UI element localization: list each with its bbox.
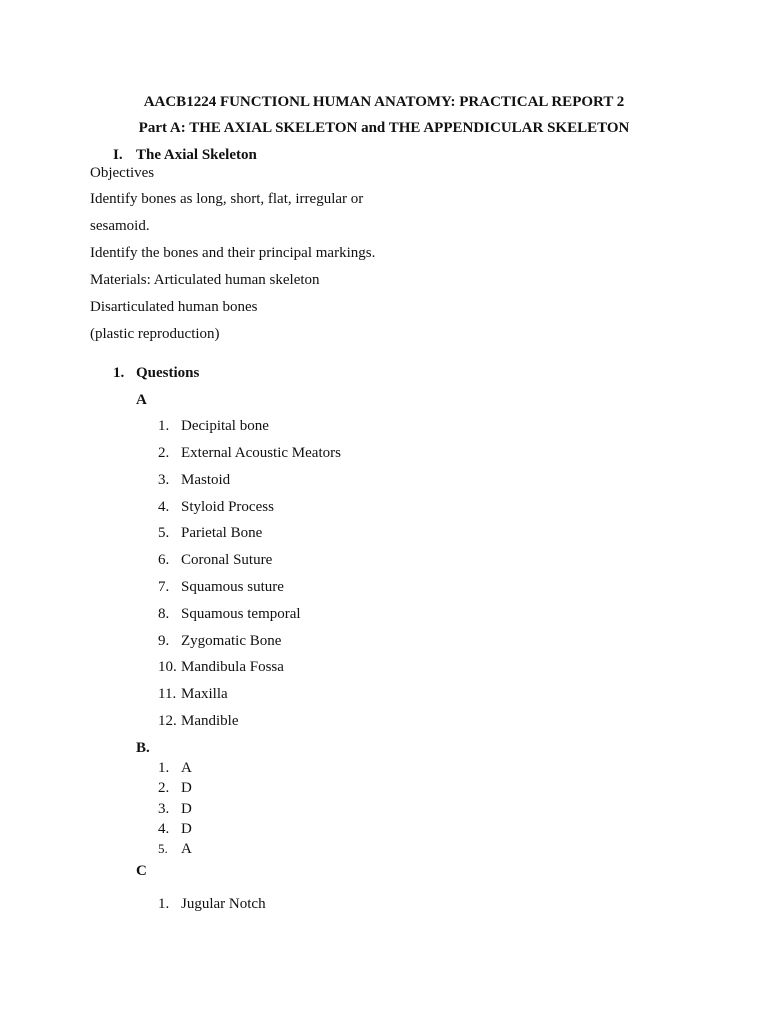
list-item-number: 3. xyxy=(158,801,170,817)
list-item-text: Squamous suture xyxy=(181,579,284,595)
list-item xyxy=(158,552,558,570)
list-item-number: 12. xyxy=(158,713,177,729)
list-item-text: D xyxy=(181,801,192,817)
list-item xyxy=(158,686,558,704)
objectives-line: Disarticulated human bones xyxy=(90,299,258,315)
list-item xyxy=(158,780,558,798)
document-subtitle: Part A: THE AXIAL SKELETON and THE APPENDICULAR SKELETON xyxy=(138,120,630,136)
list-item-number: 8. xyxy=(158,606,170,622)
list-item-number: 9. xyxy=(158,633,170,649)
list-item-text: Coronal Suture xyxy=(181,552,273,568)
list-item-text: Mastoid xyxy=(181,472,231,488)
list-item-number: 7. xyxy=(158,579,170,595)
list-item xyxy=(158,525,558,543)
list-item-number: 6. xyxy=(158,552,170,568)
list-item xyxy=(158,713,558,731)
list-item xyxy=(158,760,558,778)
list-item-number: 1. xyxy=(158,896,170,912)
list-item-number: 4. xyxy=(158,821,170,837)
questions-number: 1. xyxy=(113,365,125,381)
list-item-text: Zygomatic Bone xyxy=(181,633,282,649)
list-item xyxy=(158,821,558,839)
section-title: The Axial Skeleton xyxy=(136,147,257,163)
list-item-number: 10. xyxy=(158,659,177,675)
list-item xyxy=(158,418,558,436)
list-item xyxy=(158,499,558,517)
list-item-number: 3. xyxy=(158,472,170,488)
list-item-text: Mandibula Fossa xyxy=(181,659,284,675)
objectives-line: (plastic reproduction) xyxy=(90,326,220,342)
list-item-text: Squamous temporal xyxy=(181,606,301,622)
list-item-text: A xyxy=(181,841,192,857)
list-item xyxy=(158,841,558,859)
list-item xyxy=(158,896,558,914)
list-item-number: 5. xyxy=(158,525,170,541)
document-title: AACB1224 FUNCTIONL HUMAN ANATOMY: PRACTICAL REPORT 2 xyxy=(143,94,625,110)
part-b-label: B. xyxy=(136,740,150,756)
list-item-number: 4. xyxy=(158,499,170,515)
objectives-line: Identify the bones and their principal markings. xyxy=(90,245,376,261)
list-item-number: 5. xyxy=(158,841,168,856)
list-item-number: 11. xyxy=(158,686,177,702)
part-c-label: C xyxy=(136,863,147,879)
objectives-line: Identify bones as long, short, flat, irregular or xyxy=(90,191,364,207)
list-item-text: A xyxy=(181,760,192,776)
list-item xyxy=(158,579,558,597)
list-item-number: 2. xyxy=(158,780,170,796)
list-item-text: External Acoustic Meators xyxy=(181,445,341,461)
questions-heading: Questions xyxy=(136,365,200,381)
list-item xyxy=(158,606,558,624)
list-item xyxy=(158,659,558,677)
part-a-label: A xyxy=(136,392,147,408)
objectives-heading: Objectives xyxy=(90,165,155,181)
list-item xyxy=(158,472,558,490)
list-item-text: Decipital bone xyxy=(181,418,269,434)
list-item-text: Maxilla xyxy=(181,686,228,702)
list-item-text: D xyxy=(181,780,192,796)
section-numeral: I. xyxy=(113,147,123,163)
list-item-number: 1. xyxy=(158,760,170,776)
list-item-text: Styloid Process xyxy=(181,499,274,515)
list-item-text: Mandible xyxy=(181,713,239,729)
list-item-text: Jugular Notch xyxy=(181,896,266,912)
objectives-line: sesamoid. xyxy=(90,218,150,234)
list-item xyxy=(158,801,558,819)
list-item xyxy=(158,633,558,651)
list-item xyxy=(158,445,558,463)
list-item-number: 2. xyxy=(158,445,170,461)
list-item-text: D xyxy=(181,821,192,837)
objectives-line: Materials: Articulated human skeleton xyxy=(90,272,320,288)
list-item-text: Parietal Bone xyxy=(181,525,263,541)
list-item-number: 1. xyxy=(158,418,170,434)
